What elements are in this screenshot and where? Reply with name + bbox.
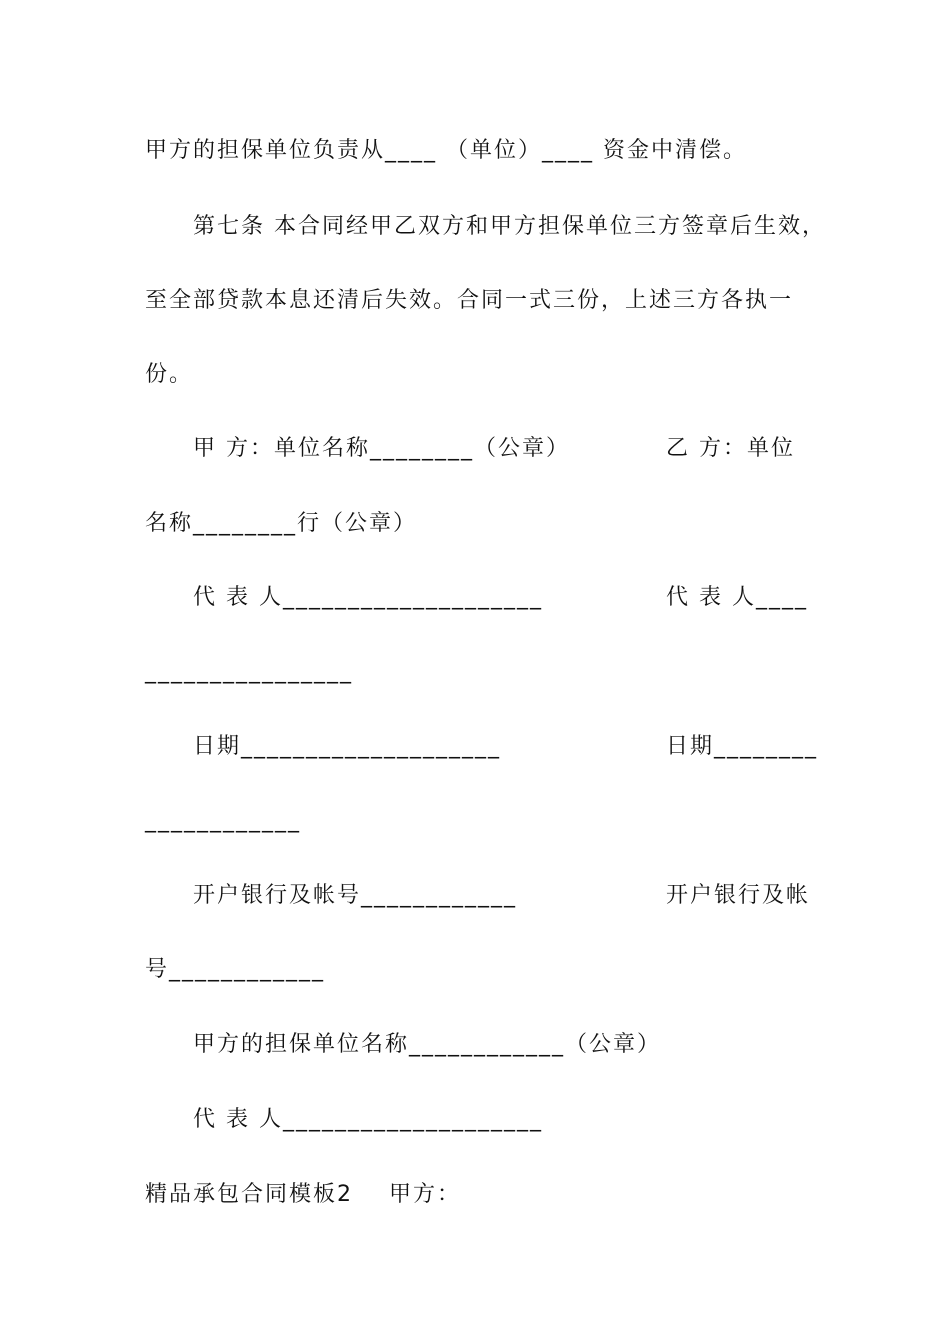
paragraph-article-seven-continued: 至全部贷款本息还清后失效。合同一式三份，上述三方各执一	[145, 288, 794, 313]
guarantor-unit-name: 甲方的担保单位名称____________（公章）	[193, 1032, 662, 1057]
party-a-date: 日期____________________	[193, 734, 502, 759]
paragraph-guarantor-repayment: 甲方的担保单位负责从____ （单位）____ 资金中清偿。	[145, 138, 747, 163]
party-b-bank-account-label: 开户银行及帐	[666, 883, 811, 908]
paragraph-article-seven: 第七条 本合同经甲乙双方和甲方担保单位三方签章后生效，	[193, 214, 826, 239]
guarantor-representative: 代 表 人____________________	[193, 1107, 543, 1132]
party-a-bank-account: 开户银行及帐号____________	[193, 883, 518, 908]
next-template-heading: 精品承包合同模板2 甲方：	[145, 1182, 461, 1207]
party-a-unit-name: 甲 方：单位名称________（公章）	[193, 436, 570, 461]
party-b-bank-account-line: 号____________	[145, 957, 326, 982]
party-b-unit-label: 乙 方：单位	[666, 436, 795, 461]
party-b-representative-line: ________________	[145, 659, 353, 684]
party-b-date-line: ____________	[145, 808, 301, 833]
party-b-representative: 代 表 人____	[666, 585, 808, 610]
party-a-representative: 代 表 人____________________	[193, 585, 543, 610]
party-b-date: 日期________	[666, 734, 819, 759]
paragraph-article-seven-end: 份。	[145, 362, 194, 387]
party-b-unit-name-continued: 名称________行（公章）	[145, 511, 418, 536]
